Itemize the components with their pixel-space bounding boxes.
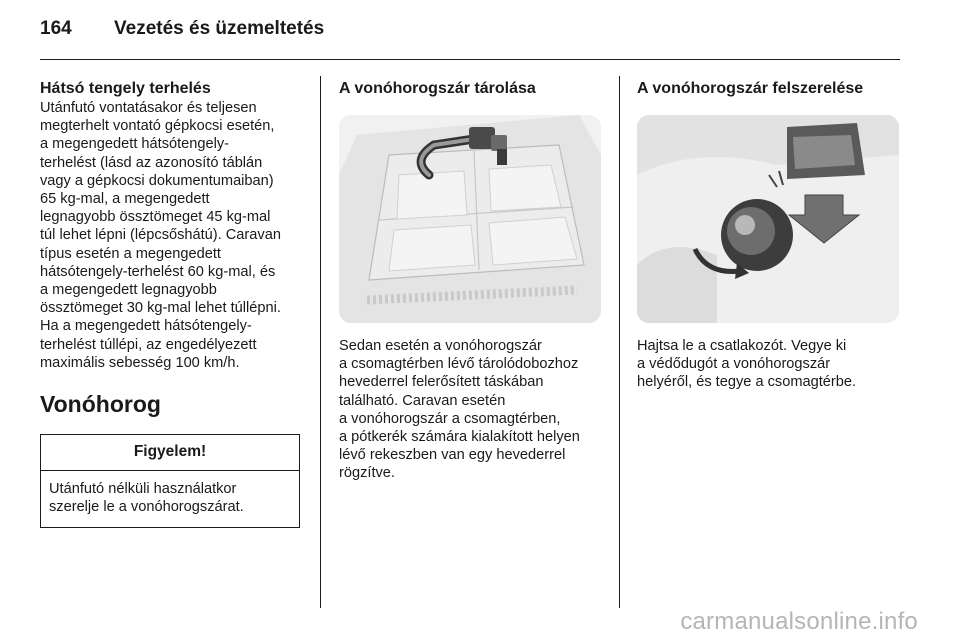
text-line: rögzítve.: [339, 465, 395, 482]
text-line: megterhelt vontató gépkocsi esetén,: [40, 118, 275, 135]
column-divider: [320, 76, 321, 608]
text-line: a megengedett legnagyobb: [40, 282, 217, 299]
text-line: terhelést (lásd az azonosító táblán: [40, 154, 263, 171]
text-line: Ha a megengedett hátsótengely-: [40, 318, 252, 335]
towbar-storage-illustration: [339, 115, 601, 323]
text-line: 65 kg-mal, a megengedett: [40, 191, 210, 208]
towbar-installation-illustration: [637, 115, 899, 323]
text-line: maximális sebesség 100 km/h.: [40, 354, 240, 371]
text-line: legnagyobb össztömeget 45 kg-mal: [40, 209, 271, 226]
towbar-storage-heading: A vonóhorogszár tárolása: [339, 80, 536, 97]
column-rear-axle: [40, 76, 306, 528]
towbar-section-title: Vonóhorog: [40, 391, 161, 418]
page-header-title: Vezetés és üzemeltetés: [114, 18, 325, 39]
towbar-installation-caption: [637, 337, 903, 392]
towbar-installation-heading: A vonóhorogszár felszerelése: [637, 80, 864, 97]
text-line: szerelje le a vonóhorogszárat.: [49, 499, 244, 516]
column-towbar-installation: [637, 76, 903, 392]
text-line: hevederrel felerősített táskában: [339, 374, 544, 391]
text-line: össztömeget 30 kg-mal lehet túllépni.: [40, 300, 281, 317]
watermark: carmanualsonline.info: [680, 608, 918, 635]
header-rule: [40, 59, 900, 60]
text-line: a megengedett hátsótengely-: [40, 136, 230, 153]
text-line: lévő rekeszben van egy hevederrel: [339, 447, 566, 464]
warning-body: [41, 471, 299, 526]
text-line: a védődugót a vonóhorogszár: [637, 356, 831, 373]
text-line: Utánfutó vontatásakor és teljesen: [40, 100, 257, 116]
text-line: típus esetén a megengedett: [40, 245, 221, 262]
text-line: helyéről, és tegye a csomagtérbe.: [637, 374, 857, 391]
text-line: a vonóhorogszár a csomagtérben,: [339, 410, 561, 427]
column-divider: [619, 76, 620, 608]
rear-axle-paragraph: [40, 99, 306, 372]
text-line: túl lehet lépni (lépcsőshátú). Caravan: [40, 227, 281, 244]
rear-axle-heading: Hátsó tengely terhelés: [40, 80, 211, 97]
warning-title: Figyelem!: [41, 435, 299, 471]
text-line: a pótkerék számára kialakított helyen: [339, 429, 580, 446]
text-line: a csomagtérben lévő tárolódobozhoz: [339, 356, 579, 373]
page-header: [40, 18, 324, 48]
text-line: Hajtsa le a csatlakozót. Vegye ki: [637, 338, 847, 354]
column-towbar-storage: [339, 76, 605, 483]
text-line: vagy a gépkocsi dokumentumaiban): [40, 172, 274, 189]
text-line: található. Caravan esetén: [339, 392, 506, 409]
text-line: terhelést túllépi, az engedélyezett: [40, 336, 257, 353]
page-number: 164: [40, 18, 72, 39]
text-line: Sedan esetén a vonóhorogszár: [339, 338, 542, 354]
towbar-storage-caption: [339, 337, 605, 483]
warning-box: [40, 434, 300, 528]
text-line: Utánfutó nélküli használatkor: [49, 481, 237, 498]
text-line: hátsótengely-terhelést 60 kg-mal, és: [40, 263, 276, 280]
